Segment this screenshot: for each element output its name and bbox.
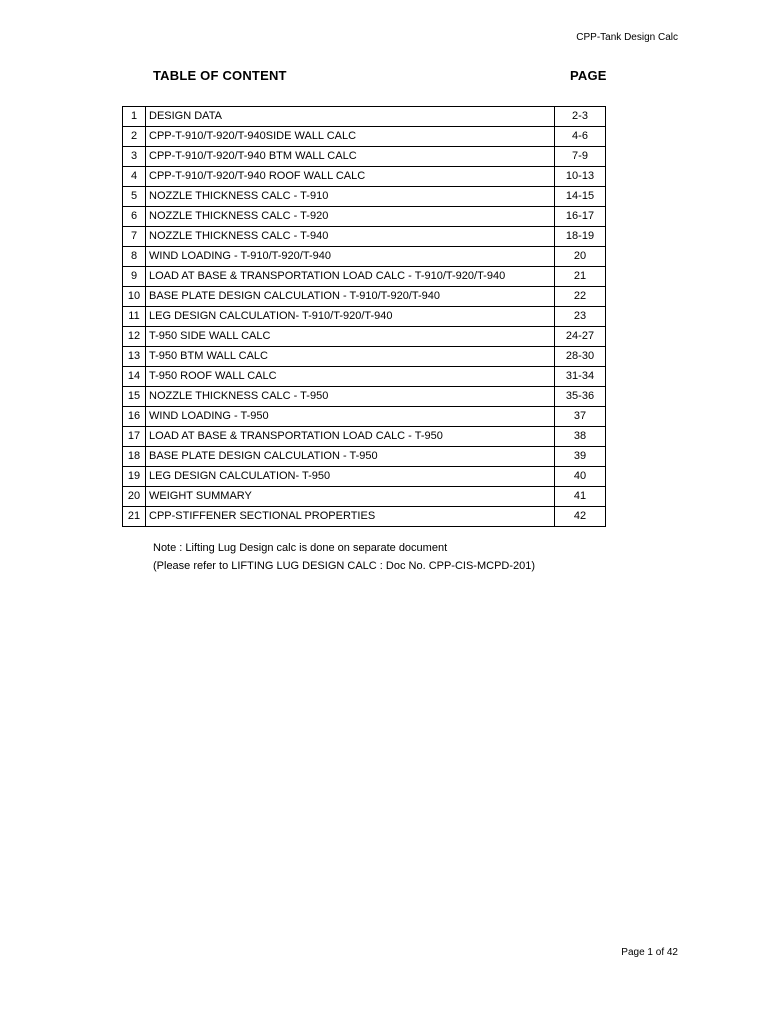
table-row bbox=[123, 127, 606, 147]
row-page-range: 35-36 bbox=[555, 387, 606, 407]
row-title: WIND LOADING - T-950 bbox=[146, 407, 555, 427]
row-page-range: 41 bbox=[555, 487, 606, 507]
row-number: 18 bbox=[123, 447, 146, 467]
table-row bbox=[123, 227, 606, 247]
document-header-title: CPP-Tank Design Calc bbox=[576, 32, 678, 43]
row-title: T-950 ROOF WALL CALC bbox=[146, 367, 555, 387]
row-title: WIND LOADING - T-910/T-920/T-940 bbox=[146, 247, 555, 267]
row-number: 17 bbox=[123, 427, 146, 447]
toc-table-body bbox=[123, 107, 606, 527]
table-row bbox=[123, 507, 606, 527]
note-line-2: (Please refer to LIFTING LUG DESIGN CALC : Doc No. CPP-CIS-MCPD-201) bbox=[153, 560, 536, 572]
row-title: CPP-T-910/T-920/T-940 ROOF WALL CALC bbox=[146, 167, 555, 187]
row-title: BASE PLATE DESIGN CALCULATION - T-910/T-920/T-940 bbox=[146, 287, 555, 307]
row-number: 2 bbox=[123, 127, 146, 147]
row-title: BASE PLATE DESIGN CALCULATION - T-950 bbox=[146, 447, 555, 467]
row-number: 9 bbox=[123, 267, 146, 287]
row-number: 20 bbox=[123, 487, 146, 507]
row-number: 4 bbox=[123, 167, 146, 187]
row-number: 7 bbox=[123, 227, 146, 247]
table-row bbox=[123, 187, 606, 207]
row-title: CPP-STIFFENER SECTIONAL PROPERTIES bbox=[146, 507, 555, 527]
row-page-range: 21 bbox=[555, 267, 606, 287]
row-page-range: 42 bbox=[555, 507, 606, 527]
table-row bbox=[123, 247, 606, 267]
row-number: 21 bbox=[123, 507, 146, 527]
row-page-range: 31-34 bbox=[555, 367, 606, 387]
table-row bbox=[123, 287, 606, 307]
toc-heading: TABLE OF CONTENT bbox=[153, 68, 287, 83]
row-number: 1 bbox=[123, 107, 146, 127]
row-page-range: 24-27 bbox=[555, 327, 606, 347]
row-page-range: 40 bbox=[555, 467, 606, 487]
table-row bbox=[123, 387, 606, 407]
table-row bbox=[123, 347, 606, 367]
row-title: LEG DESIGN CALCULATION- T-950 bbox=[146, 467, 555, 487]
row-page-range: 16-17 bbox=[555, 207, 606, 227]
row-title: DESIGN DATA bbox=[146, 107, 555, 127]
row-page-range: 7-9 bbox=[555, 147, 606, 167]
toc-table bbox=[122, 106, 606, 527]
table-row bbox=[123, 267, 606, 287]
row-number: 15 bbox=[123, 387, 146, 407]
row-title: LOAD AT BASE & TRANSPORTATION LOAD CALC - T-910/T-920/T-940 bbox=[146, 267, 555, 287]
row-title: NOZZLE THICKNESS CALC - T-940 bbox=[146, 227, 555, 247]
row-title: NOZZLE THICKNESS CALC - T-910 bbox=[146, 187, 555, 207]
row-title: LOAD AT BASE & TRANSPORTATION LOAD CALC - T-950 bbox=[146, 427, 555, 447]
row-page-range: 37 bbox=[555, 407, 606, 427]
row-number: 10 bbox=[123, 287, 146, 307]
table-row bbox=[123, 427, 606, 447]
row-title: T-950 BTM WALL CALC bbox=[146, 347, 555, 367]
row-number: 12 bbox=[123, 327, 146, 347]
row-number: 3 bbox=[123, 147, 146, 167]
row-title: CPP-T-910/T-920/T-940 BTM WALL CALC bbox=[146, 147, 555, 167]
table-row bbox=[123, 167, 606, 187]
page-column-heading: PAGE bbox=[570, 68, 607, 83]
row-page-range: 23 bbox=[555, 307, 606, 327]
row-page-range: 18-19 bbox=[555, 227, 606, 247]
page-number-footer: Page 1 of 42 bbox=[621, 947, 678, 958]
row-number: 8 bbox=[123, 247, 146, 267]
note-line-1: Note : Lifting Lug Design calc is done on separate document bbox=[153, 542, 448, 554]
row-title: WEIGHT SUMMARY bbox=[146, 487, 555, 507]
row-page-range: 14-15 bbox=[555, 187, 606, 207]
row-page-range: 28-30 bbox=[555, 347, 606, 367]
row-number: 16 bbox=[123, 407, 146, 427]
row-page-range: 20 bbox=[555, 247, 606, 267]
row-page-range: 22 bbox=[555, 287, 606, 307]
table-row bbox=[123, 367, 606, 387]
table-row bbox=[123, 467, 606, 487]
table-row bbox=[123, 487, 606, 507]
table-row bbox=[123, 307, 606, 327]
table-row bbox=[123, 207, 606, 227]
row-page-range: 10-13 bbox=[555, 167, 606, 187]
row-page-range: 2-3 bbox=[555, 107, 606, 127]
table-row bbox=[123, 147, 606, 167]
table-row bbox=[123, 447, 606, 467]
table-row bbox=[123, 407, 606, 427]
table-row bbox=[123, 327, 606, 347]
row-page-range: 38 bbox=[555, 427, 606, 447]
row-number: 5 bbox=[123, 187, 146, 207]
row-number: 11 bbox=[123, 307, 146, 327]
row-page-range: 39 bbox=[555, 447, 606, 467]
row-title: CPP-T-910/T-920/T-940SIDE WALL CALC bbox=[146, 127, 555, 147]
row-title: NOZZLE THICKNESS CALC - T-920 bbox=[146, 207, 555, 227]
row-number: 13 bbox=[123, 347, 146, 367]
row-number: 14 bbox=[123, 367, 146, 387]
row-number: 19 bbox=[123, 467, 146, 487]
table-row bbox=[123, 107, 606, 127]
row-title: NOZZLE THICKNESS CALC - T-950 bbox=[146, 387, 555, 407]
row-title: T-950 SIDE WALL CALC bbox=[146, 327, 555, 347]
row-title: LEG DESIGN CALCULATION- T-910/T-920/T-940 bbox=[146, 307, 555, 327]
row-number: 6 bbox=[123, 207, 146, 227]
row-page-range: 4-6 bbox=[555, 127, 606, 147]
